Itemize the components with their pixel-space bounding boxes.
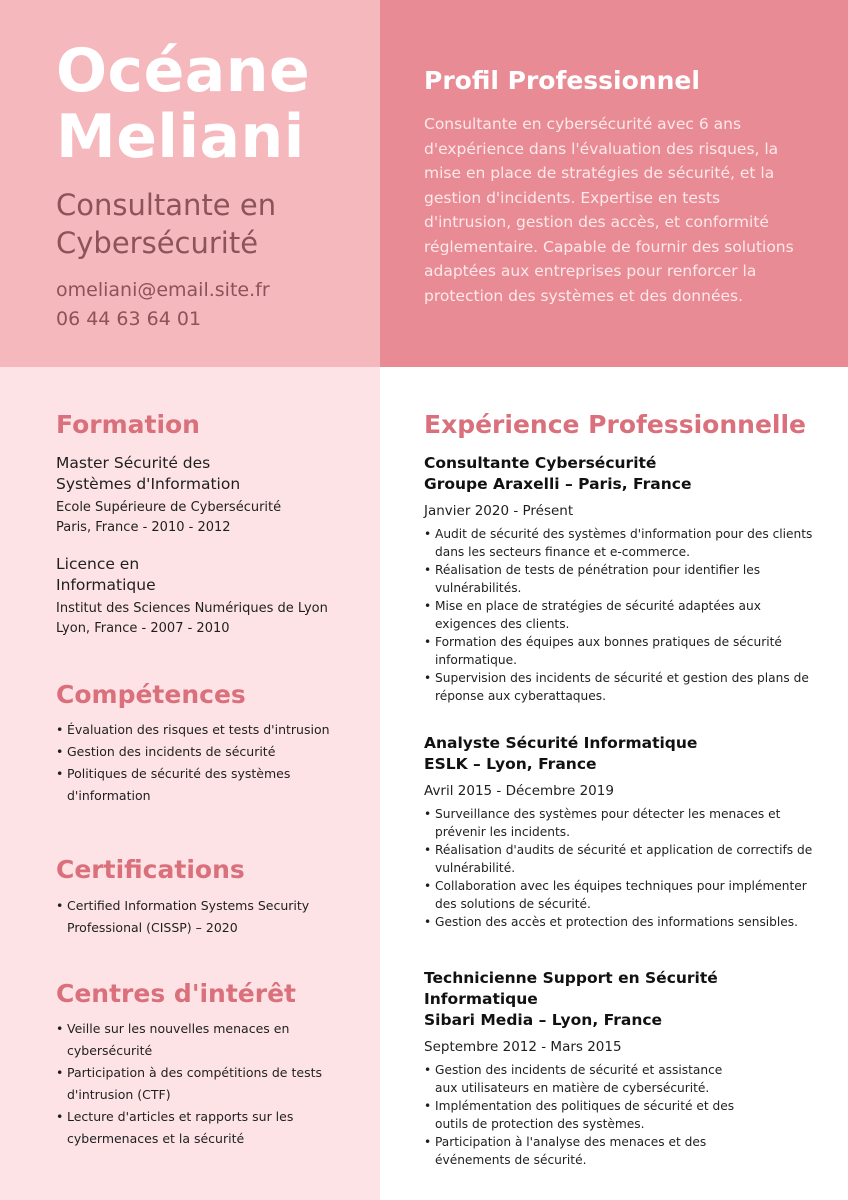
competences-list: [56, 719, 346, 807]
job-bullets: [424, 525, 819, 705]
job-title: [56, 186, 376, 262]
formation-school: Institut des Sciences Numériques de Lyon: [56, 601, 328, 616]
phone-text: 06 44 63 64 01: [56, 308, 202, 330]
list-item: • Audit de sécurité des systèmes d'information pour des clients dans les secteurs finance et e-commerce.: [424, 525, 819, 561]
list-item: • Réalisation de tests de pénétration pour identifier les vulnérabilités.: [424, 561, 819, 597]
job-bullets: [424, 805, 819, 931]
job-company: Groupe Araxelli – Paris, France: [424, 475, 692, 493]
formation-details: [56, 498, 356, 538]
job-bullets: [424, 1061, 744, 1169]
list-item: • Certified Information Systems Security Professional (CISSP) – 2020: [56, 895, 346, 939]
degree-line1: Master Sécurité des: [56, 454, 211, 472]
list-item: • Gestion des incidents de sécurité: [56, 741, 346, 763]
formation-item: [56, 554, 356, 639]
job-dates: Janvier 2020 - Présent: [424, 503, 574, 519]
formation-degree: [56, 554, 356, 596]
list-item: • Gestion des incidents de sécurité et assistance aux utilisateurs en matière de cybersécurité.: [424, 1061, 744, 1097]
candidate-name: [56, 38, 376, 170]
job-header: [424, 968, 819, 1031]
competences-heading: Compétences: [56, 680, 246, 709]
formation-dates: Lyon, France - 2007 - 2010: [56, 621, 230, 636]
interests-heading: Centres d'intérêt: [56, 979, 296, 1008]
job-header: [424, 453, 819, 495]
list-item: • Réalisation d'audits de sécurité et application de correctifs de vulnérabilité.: [424, 841, 819, 877]
job-title-line2: Cybersécurité: [56, 226, 259, 260]
job-role: Analyste Sécurité Informatique: [424, 734, 698, 752]
experience-item: [424, 733, 819, 931]
certifications-list: [56, 895, 346, 939]
email-text: omeliani@email.site.fr: [56, 279, 270, 301]
last-name: Meliani: [56, 102, 305, 172]
formation-details: [56, 599, 356, 639]
list-item: • Gestion des accès et protection des informations sensibles.: [424, 913, 819, 931]
formation-heading: Formation: [56, 410, 200, 439]
job-company: Sibari Media – Lyon, France: [424, 1011, 663, 1029]
formation-school: Ecole Supérieure de Cybersécurité: [56, 500, 282, 515]
experience-item: [424, 453, 819, 705]
list-item: • Surveillance des systèmes pour détecter les menaces et prévenir les incidents.: [424, 805, 819, 841]
job-role: Technicienne Support en Sécurité Informatique: [424, 969, 718, 1008]
formation-item: [56, 453, 356, 538]
job-company: ESLK – Lyon, France: [424, 755, 597, 773]
list-item: • Supervision des incidents de sécurité et gestion des plans de réponse aux cyberattaques.: [424, 669, 819, 705]
job-dates: Septembre 2012 - Mars 2015: [424, 1039, 622, 1055]
list-item: • Politiques de sécurité des systèmes d'information: [56, 763, 346, 807]
profile-text: Consultante en cybersécurité avec 6 ans d'expérience dans l'évaluation des risques, la mise en place de stratégies de sécurité, et la gestion d'incidents. Expertise en tests d'intrusion, gestion des accès, et conformité réglementaire. Capable de fournir des solutions adaptées aux entreprises pour renforcer la protection des systèmes et des données.: [424, 115, 794, 305]
certifications-heading: Certifications: [56, 855, 245, 884]
first-name: Océane: [56, 36, 311, 106]
list-item: • Implémentation des politiques de sécurité et des outils de protection des systèmes.: [424, 1097, 744, 1133]
interests-list: [56, 1018, 346, 1150]
experience-heading: Expérience Professionnelle: [424, 410, 806, 439]
contact-info: [56, 276, 376, 334]
formation-dates: Paris, France - 2010 - 2012: [56, 520, 231, 535]
formation-degree: [56, 453, 356, 495]
list-item: • Participation à l'analyse des menaces et des événements de sécurité.: [424, 1133, 744, 1169]
job-header: [424, 733, 819, 775]
degree-line1: Licence en: [56, 555, 140, 573]
list-item: • Formation des équipes aux bonnes pratiques de sécurité informatique.: [424, 633, 819, 669]
degree-line2: Informatique: [56, 576, 156, 594]
profile-heading: Profil Professionnel: [424, 66, 700, 95]
job-title-line1: Consultante en: [56, 188, 277, 222]
list-item: • Participation à des compétitions de tests d'intrusion (CTF): [56, 1062, 346, 1106]
list-item: • Veille sur les nouvelles menaces en cybersécurité: [56, 1018, 346, 1062]
job-dates: Avril 2015 - Décembre 2019: [424, 783, 614, 799]
job-role: Consultante Cybersécurité: [424, 454, 657, 472]
list-item: • Mise en place de stratégies de sécurité adaptées aux exigences des clients.: [424, 597, 819, 633]
experience-item: [424, 968, 819, 1169]
list-item: • Collaboration avec les équipes techniques pour implémenter des solutions de sécurité.: [424, 877, 819, 913]
list-item: • Évaluation des risques et tests d'intrusion: [56, 719, 346, 741]
degree-line2: Systèmes d'Information: [56, 475, 241, 493]
list-item: • Lecture d'articles et rapports sur les cybermenaces et la sécurité: [56, 1106, 346, 1150]
